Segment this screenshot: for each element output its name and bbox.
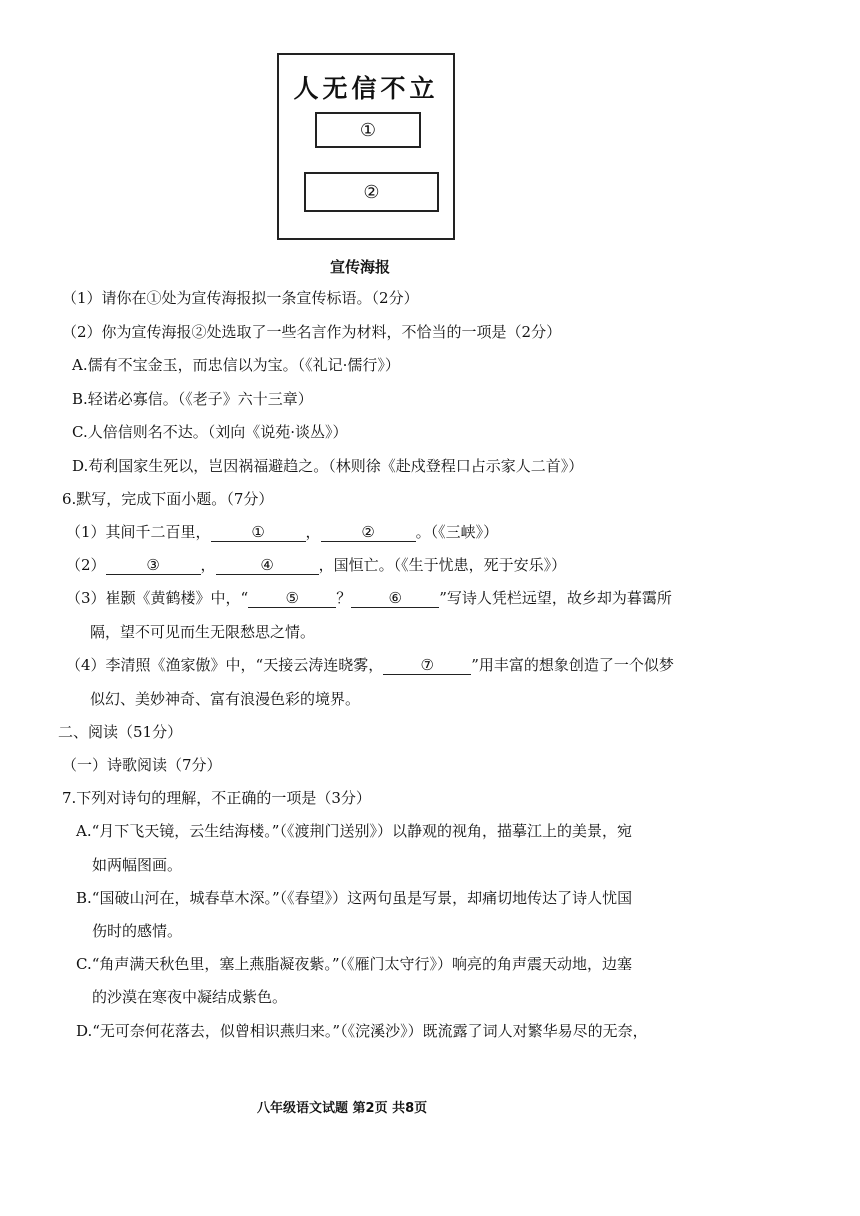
blank-5[interactable]: ⑤ bbox=[248, 589, 336, 608]
q6-l4-post: ”用丰富的想象创造了一个似梦 bbox=[471, 656, 674, 674]
q5-option-c: C.人倍信则名不达。（刘向《说苑·谈丛》） bbox=[72, 423, 348, 441]
q6-l3-post: ”写诗人凭栏远望，故乡却为暮霭所 bbox=[439, 589, 672, 607]
q7-title: 7.下列对诗句的理解，不正确的一项是（3分） bbox=[62, 789, 371, 807]
q6-line-3-cont: 隔，望不可见而生无限愁思之情。 bbox=[90, 623, 316, 641]
q6-line-2 bbox=[66, 555, 566, 575]
blank-4[interactable]: ④ bbox=[216, 556, 319, 575]
q6-l3-mid: ？ bbox=[336, 589, 352, 607]
q6-l3-pre: （3）崔颢《黄鹤楼》中，“ bbox=[66, 589, 249, 607]
section-2-title: 二、阅读（51分） bbox=[58, 723, 183, 741]
blank-2[interactable]: ② bbox=[321, 523, 416, 542]
q5-sub2: （2）你为宣传海报②处选取了一些名言作为材料，不恰当的一项是（2分） bbox=[62, 323, 562, 341]
q7-option-c: C.“角声满天秋色里，塞上燕脂凝夜紫。”（《雁门太守行》）响亮的角声震天动地，边塞 bbox=[76, 955, 633, 973]
q5-sub1: （1）请你在①处为宣传海报拟一条宣传标语。（2分） bbox=[62, 289, 419, 307]
blank-3[interactable]: ③ bbox=[106, 556, 201, 575]
q5-option-a: A.儒有不宝金玉，而忠信以为宝。（《礼记·儒行》） bbox=[72, 356, 400, 374]
blank-7[interactable]: ⑦ bbox=[383, 656, 471, 675]
poster-caption: 宣传海报 bbox=[330, 258, 391, 276]
q6-title: 6.默写，完成下面小题。（7分） bbox=[62, 490, 274, 508]
q6-l1-post: 。（《三峡》） bbox=[415, 523, 499, 541]
q6-line-4-cont: 似幻、美妙神奇、富有浪漫色彩的境界。 bbox=[90, 690, 361, 708]
section-2-subtitle: （一）诗歌阅读（7分） bbox=[62, 756, 222, 774]
q5-option-b: B.轻诺必寡信。（《老子》六十三章） bbox=[72, 390, 313, 408]
q6-l2-post: ，国恒亡。（《生于忧患，死于安乐》） bbox=[318, 556, 567, 574]
q6-l1-mid: ， bbox=[305, 523, 321, 541]
poster-slogan-box: ① bbox=[315, 112, 421, 148]
q5-option-d: D.苟利国家生死以，岂因祸福避趋之。（林则徐《赴戍登程口占示家人二首》） bbox=[72, 457, 584, 475]
poster-quote-box: ② bbox=[304, 172, 439, 212]
q6-line-3 bbox=[66, 588, 672, 608]
blank-1[interactable]: ① bbox=[211, 523, 306, 542]
q6-line-4 bbox=[66, 655, 674, 675]
q6-l1-pre: （1）其间千二百里， bbox=[66, 523, 211, 541]
q6-line-1 bbox=[66, 522, 498, 542]
page-footer: 八年级语文试题 第2页 共8页 bbox=[257, 1101, 428, 1116]
blank-6[interactable]: ⑥ bbox=[351, 589, 439, 608]
q7-option-d: D.“无可奈何花落去，似曾相识燕归来。”（《浣溪沙》）既流露了词人对繁华易尽的无奈， bbox=[76, 1022, 648, 1040]
q6-l2-pre: （2） bbox=[66, 556, 106, 574]
q7-option-b: B.“国破山河在，城春草木深。”（《春望》）这两句虽是写景，却痛切地传达了诗人忧国 bbox=[76, 889, 633, 907]
q7-option-b-cont: 伤时的感情。 bbox=[92, 922, 183, 940]
q7-option-a-cont: 如两幅图画。 bbox=[92, 856, 183, 874]
q6-l2-mid: ， bbox=[200, 556, 216, 574]
poster-frame bbox=[277, 53, 455, 240]
q6-l4-pre: （4）李清照《渔家傲》中，“天接云涛连晓雾， bbox=[66, 656, 384, 674]
q7-option-a: A.“月下飞天镜，云生结海楼。”（《渡荆门送别》）以静观的视角，描摹江上的美景，宛 bbox=[76, 822, 632, 840]
poster-title: 人无信不立 bbox=[293, 74, 439, 103]
q7-option-c-cont: 的沙漠在寒夜中凝结成紫色。 bbox=[92, 988, 288, 1006]
